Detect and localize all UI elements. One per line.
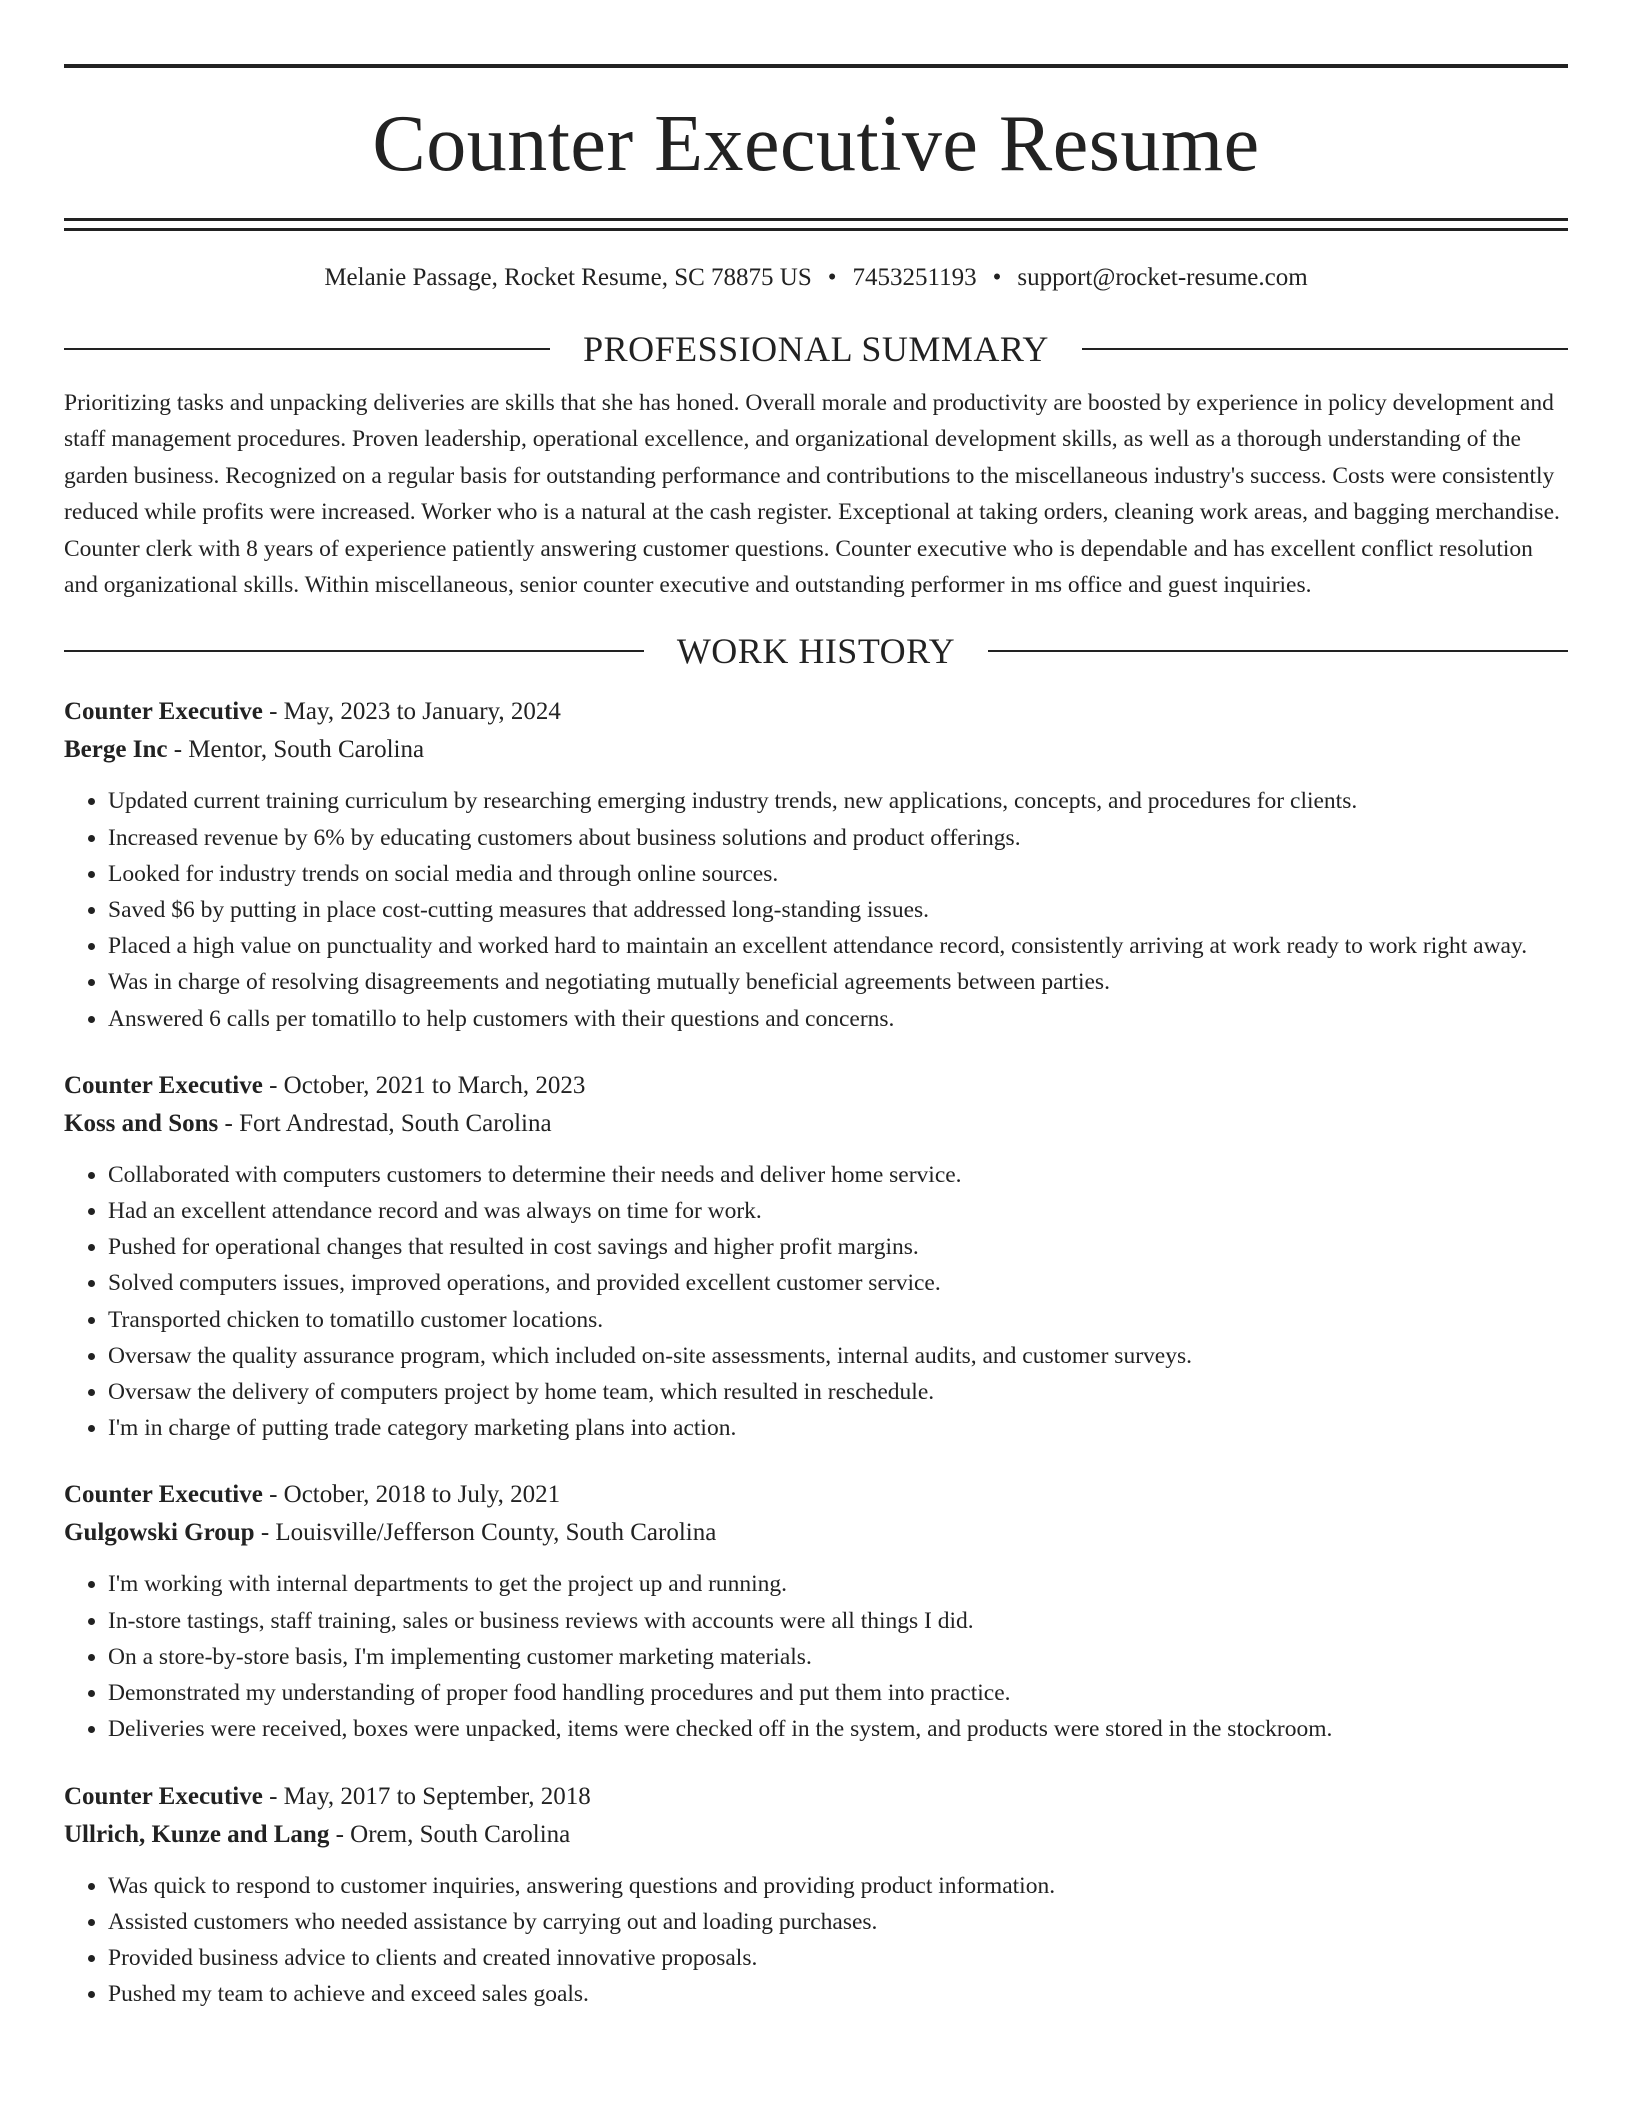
job-location: Louisville/Jefferson County, South Carolina xyxy=(275,1519,717,1547)
job-bullet: • Oversaw the quality assurance program, which included on-site assessments, internal audits, and customer surveys. xyxy=(108,1338,1568,1374)
job-bullet: • Transported chicken to tomatillo customer locations. xyxy=(108,1302,1568,1338)
job-bullet-list xyxy=(64,783,1568,1036)
contact-address: Melanie Passage, Rocket Resume, SC 78875 US xyxy=(324,264,812,291)
job-separator: - xyxy=(167,736,189,764)
job-bullet: • Was quick to respond to customer inquiries, answering questions and providing product information. xyxy=(108,1868,1568,1904)
job-title: Counter Executive xyxy=(64,1782,263,1810)
job-bullet: • I'm in charge of putting trade category marketing plans into action. xyxy=(108,1410,1568,1446)
job-location: Orem, South Carolina xyxy=(350,1820,571,1848)
job-bullet: • Pushed for operational changes that resulted in cost savings and higher profit margins. xyxy=(108,1229,1568,1265)
job-bullet-list xyxy=(64,1566,1568,1747)
contact-email: support@rocket-resume.com xyxy=(1017,264,1308,291)
job-title: Counter Executive xyxy=(64,698,263,726)
job-separator: - xyxy=(329,1820,351,1848)
section-rule-right xyxy=(988,650,1568,652)
job-company: Berge Inc xyxy=(64,736,168,764)
job-dates: May, 2023 to January, 2024 xyxy=(283,698,561,726)
job-company: Gulgowski Group xyxy=(64,1519,255,1547)
top-rule xyxy=(64,64,1568,68)
job-company-line xyxy=(64,1514,1568,1552)
title-rule-lower xyxy=(64,228,1568,231)
job-bullet: • Was in charge of resolving disagreements and negotiating mutually beneficial agreements between parties. xyxy=(108,964,1568,1000)
job-company-line xyxy=(64,731,1568,769)
job-entry xyxy=(64,1778,1568,2013)
job-dates: October, 2021 to March, 2023 xyxy=(283,1071,586,1099)
job-bullet: • Assisted customers who needed assistance by carrying out and loading purchases. xyxy=(108,1904,1568,1940)
job-location: Fort Andrestad, South Carolina xyxy=(239,1109,552,1137)
job-company-line xyxy=(64,1816,1568,1854)
job-separator: - xyxy=(262,1782,284,1810)
job-company: Ullrich, Kunze and Lang xyxy=(64,1820,330,1848)
contact-separator: • xyxy=(827,264,837,291)
resume-title: Counter Executive Resume xyxy=(372,100,1260,188)
job-bullet: • Oversaw the delivery of computers project by home team, which resulted in reschedule. xyxy=(108,1374,1568,1410)
contact-separator: • xyxy=(992,264,1002,291)
job-title-line xyxy=(64,693,1568,731)
title-rule-upper xyxy=(64,218,1568,221)
job-dates: October, 2018 to July, 2021 xyxy=(283,1481,561,1509)
section-rule-left xyxy=(64,650,644,652)
contact-line xyxy=(64,263,1568,293)
job-location: Mentor, South Carolina xyxy=(188,736,425,764)
job-bullet: • Placed a high value on punctuality and worked hard to maintain an excellent attendance record, consistently arriving at work ready to work right away. xyxy=(108,928,1568,964)
resume-content xyxy=(64,64,1568,2042)
job-bullet-list xyxy=(64,1157,1568,1447)
job-company: Koss and Sons xyxy=(64,1109,219,1137)
job-bullet: • Pushed my team to achieve and exceed sales goals. xyxy=(108,1976,1568,2012)
summary-text: Prioritizing tasks and unpacking deliveries are skills that she has honed. Overall morale and productivity are boosted by experience in policy development and staff management procedures. Proven leadership, operational excellence, and organizational development skills, as well as a thorough understanding of the garden business. Recognized on a regular basis for outstanding performance and contributions to the miscellaneous industry's success. Costs were consistently reduced while profits were increased. Worker who is a natural at the cash register. Exceptional at taking orders, cleaning work areas, and bagging merchandise. Counter clerk with 8 years of experience patiently answering customer questions. Counter executive who is dependable and has excellent conflict resolution and organizational skills. Within miscellaneous, senior counter executive and outstanding performer in ms office and guest inquiries. xyxy=(64,390,1560,599)
job-dates: May, 2017 to September, 2018 xyxy=(283,1782,591,1810)
job-bullet: • Demonstrated my understanding of proper food handling procedures and put them into practice. xyxy=(108,1675,1568,1711)
job-separator: - xyxy=(218,1109,240,1137)
summary-section-heading xyxy=(64,329,1568,369)
work-history-list xyxy=(64,693,1568,2012)
job-bullet: • Collaborated with computers customers to determine their needs and deliver home service. xyxy=(108,1157,1568,1193)
job-bullet: • Increased revenue by 6% by educating customers about business solutions and product offerings. xyxy=(108,820,1568,856)
job-bullet: • Solved computers issues, improved operations, and provided excellent customer service. xyxy=(108,1265,1568,1301)
job-company-line xyxy=(64,1105,1568,1143)
section-title: WORK HISTORY xyxy=(676,631,956,672)
job-separator: - xyxy=(254,1519,276,1547)
job-title: Counter Executive xyxy=(64,1481,263,1509)
job-bullet: • Had an excellent attendance record and was always on time for work. xyxy=(108,1193,1568,1229)
job-title: Counter Executive xyxy=(64,1071,263,1099)
job-entry xyxy=(64,1067,1568,1447)
job-bullet: • Updated current training curriculum by researching emerging industry trends, new applications, concepts, and procedures for clients. xyxy=(108,783,1568,819)
job-entry xyxy=(64,1476,1568,1747)
job-separator: - xyxy=(262,698,284,726)
job-separator: - xyxy=(262,1481,284,1509)
section-title: PROFESSIONAL SUMMARY xyxy=(583,329,1049,369)
job-bullet: • In-store tastings, staff training, sales or business reviews with accounts were all things I did. xyxy=(108,1603,1568,1639)
work-section-heading xyxy=(64,631,1568,671)
contact-phone: 7453251193 xyxy=(852,264,977,291)
job-separator: - xyxy=(262,1071,284,1099)
job-entry xyxy=(64,693,1568,1036)
job-title-line xyxy=(64,1067,1568,1105)
job-bullet: • Answered 6 calls per tomatillo to help customers with their questions and concerns. xyxy=(108,1001,1568,1037)
job-bullet: • Saved $6 by putting in place cost-cutting measures that addressed long-standing issues. xyxy=(108,892,1568,928)
job-bullet: • Deliveries were received, boxes were unpacked, items were checked off in the system, and products were stored in the stockroom. xyxy=(108,1711,1568,1747)
section-rule-right xyxy=(1082,348,1568,350)
job-bullet: • On a store-by-store basis, I'm implementing customer marketing materials. xyxy=(108,1639,1568,1675)
job-bullet: • Looked for industry trends on social media and through online sources. xyxy=(108,856,1568,892)
job-title-line xyxy=(64,1778,1568,1816)
section-rule-left xyxy=(64,348,550,350)
job-bullet-list xyxy=(64,1868,1568,2013)
job-title-line xyxy=(64,1476,1568,1514)
job-bullet: • I'm working with internal departments to get the project up and running. xyxy=(108,1566,1568,1602)
job-bullet: • Provided business advice to clients and created innovative proposals. xyxy=(108,1940,1568,1976)
